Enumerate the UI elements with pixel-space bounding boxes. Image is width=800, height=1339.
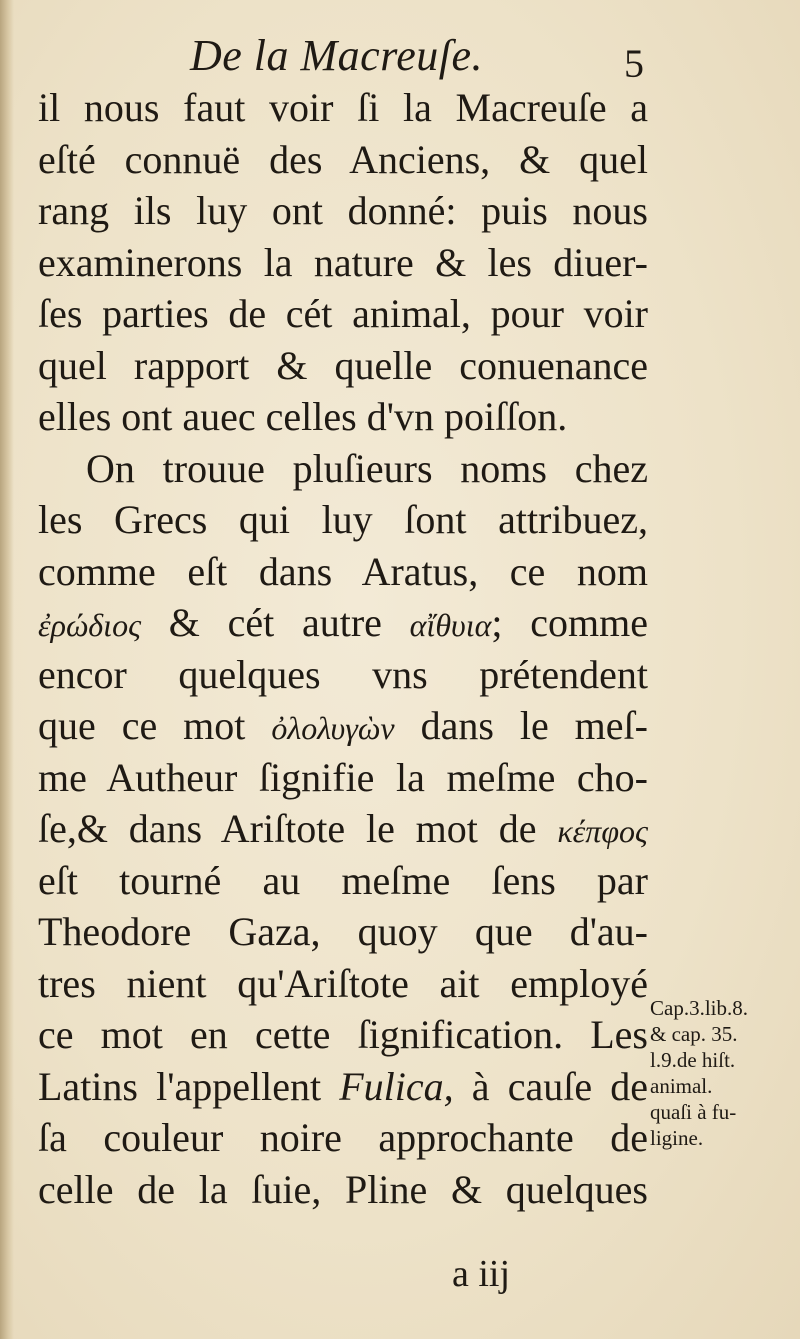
text-line: rang ils luy ont donné: puis nous [38, 188, 648, 233]
text-line: les Grecs qui luy ſont attribuez, [38, 497, 648, 542]
text-line: encor quelques vns prétendent [38, 651, 648, 697]
text-line-with-greek [38, 700, 648, 752]
text-line: ſes parties de cét animal, pour voir [38, 291, 648, 336]
text-line-with-greek [38, 597, 648, 649]
greek-word: αἴθυια [409, 607, 492, 643]
text-fragment: que ce mot [38, 703, 272, 748]
page-number: 5 [624, 41, 644, 86]
marginal-note-line: animal. [650, 1074, 713, 1098]
marginal-note-line: Cap.3.lib.8. [650, 996, 748, 1020]
text-line: examinerons la nature & les diuer- [38, 239, 648, 285]
text-line: tres nient qu'Ariſtote ait employé [38, 960, 648, 1006]
text-line: eſté connuë des Anciens, & quel [38, 136, 648, 182]
text-line: ſa couleur noire approchante de [38, 1115, 648, 1160]
marginal-note-line: l.9.de hiſt. [650, 1048, 736, 1072]
text-line: quel rapport & quelle conuenance [38, 342, 648, 388]
text-line-with-greek [38, 803, 648, 855]
text-line: celle de la ſuie, Pline & quelques [38, 1166, 648, 1212]
text-fragment: & cét autre [141, 600, 410, 645]
marginal-note-line: quaſi à fu- [650, 1100, 737, 1124]
marginal-note [650, 995, 800, 1151]
text-fragment: Latins l'appellent [38, 1063, 340, 1109]
running-head: De la Macreuſe. [190, 31, 483, 80]
italic-word: Fulica, [339, 1063, 454, 1109]
text-fragment: ; comme [491, 600, 648, 645]
text-line: elles ont auec celles d'vn poiſſon. [38, 394, 568, 439]
text-line: il nous faut voir ſi la Macreuſe a [38, 85, 648, 130]
text-line: ce mot en cette ſignification. Les [38, 1012, 648, 1057]
greek-word: κέπφος [557, 813, 648, 849]
marginal-note-line: ligine. [650, 1126, 704, 1150]
greek-word: ὀλολυγὼν [271, 710, 395, 746]
text-fragment: à cauſe de [453, 1063, 648, 1109]
text-line: Theodore Gaza, quoy que d'au- [38, 909, 648, 954]
page-binding-edge [0, 0, 14, 1339]
text-line-with-italic [38, 1061, 648, 1113]
marginal-note-line: & cap. 35. [650, 1022, 738, 1046]
text-fragment: dans le meſ- [394, 703, 648, 748]
paragraph-start-line: On trouue pluſieurs noms chez [86, 445, 648, 491]
body-text [38, 82, 648, 1215]
greek-word: ἐρώδιος [38, 607, 142, 643]
text-line: comme eſt dans Aratus, ce nom [38, 548, 648, 594]
text-line: me Autheur ſignifie la meſme cho- [38, 754, 648, 800]
text-line: eſt tourné au meſme ſens par [38, 857, 648, 903]
signature-catchword: a iij [452, 1253, 511, 1295]
text-fragment: ſe,& dans Ariſtote le mot de [38, 806, 558, 851]
